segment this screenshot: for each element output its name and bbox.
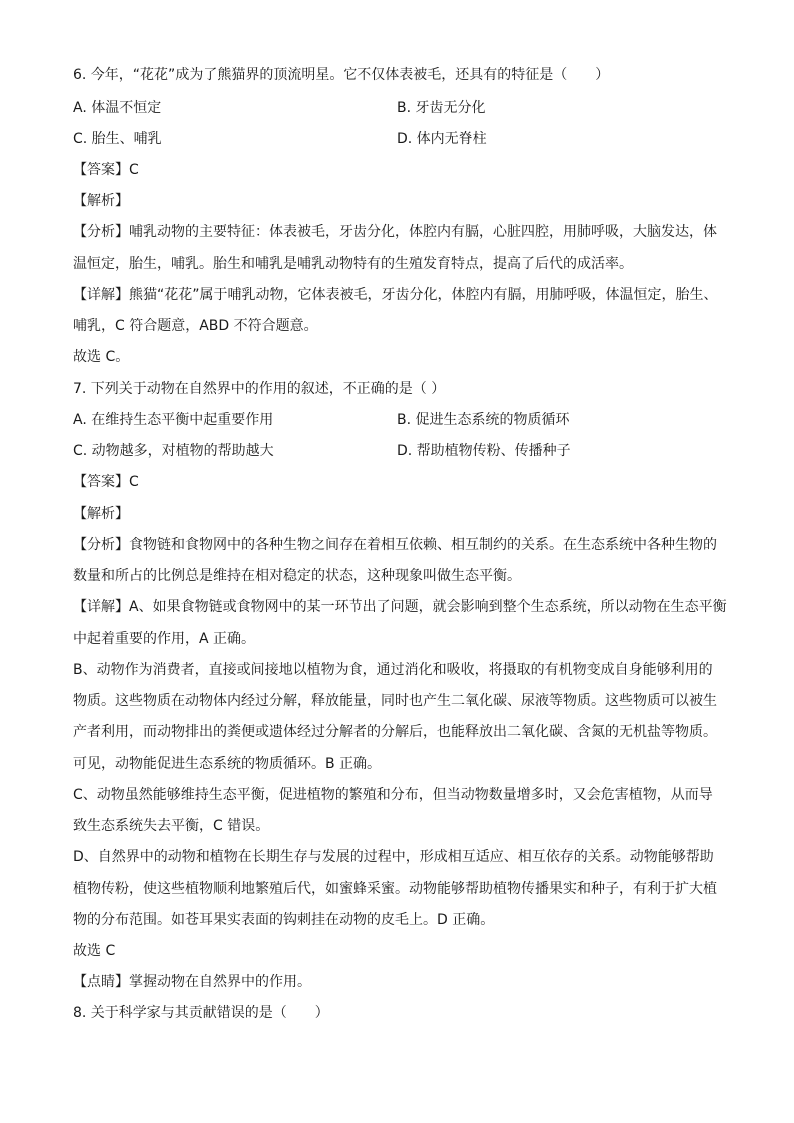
q6-detail-line: 哺乳，C 符合题意，ABD 不符合题意。 [73, 318, 318, 334]
q7-analysis-line: 【分析】食物链和食物网中的各种生物之间存在着相互依赖、相互制约的关系。在生态系统中各种生物的 [73, 537, 717, 553]
q7-detail-line: 物质。这些物质在动物体内经过分解，释放能量，同时也产生二氧化碳、尿液等物质。这些物质可以被生 [73, 693, 717, 709]
q7-detail-line: 产者利用，而动物排出的粪便或遗体经过分解者的分解后，也能释放出二氧化碳、含氮的无机盐等物质。 [73, 724, 717, 740]
q7-detail-line: 致生态系统失去平衡，C 错误。 [73, 818, 270, 834]
q7-detail-line: 【详解】A、如果食物链或食物网中的某一环节出了问题，就会影响到整个生态系统，所以动物在生态平衡 [73, 599, 727, 615]
q7-answer: 【答案】C [73, 474, 139, 490]
q7-jiexi-heading: 【解析】 [73, 506, 129, 522]
q7-key-point: 【点睛】掌握动物在自然界中的作用。 [73, 974, 311, 990]
q7-detail-line: 可见，动物能促进生态系统的物质循环。B 正确。 [73, 756, 382, 772]
q7-stem: 7. 下列关于动物在自然界中的作用的叙述，不正确的是（ ） [73, 381, 446, 397]
q6-detail-line: 【详解】熊猫“花花”属于哺乳动物，它体表被毛，牙齿分化，体腔内有膈，用肺呼吸，体温恒定，胎生、 [73, 287, 718, 303]
q7-detail-line: B、动物作为消费者，直接或间接地以植物为食，通过消化和吸收，将摄取的有机物变成自身能够利用的 [73, 662, 713, 678]
q7-option-a: A. 在维持生态平衡中起重要作用 [73, 412, 274, 428]
q7-detail-line: 物的分布范围。如苍耳果实表面的钩刺挂在动物的皮毛上。D 正确。 [73, 912, 495, 928]
q6-analysis-line: 【分析】哺乳动物的主要特征：体表被毛，牙齿分化，体腔内有膈，心脏四腔，用肺呼吸，大脑发达，体 [73, 224, 717, 240]
q6-option-d: D. 体内无脊柱 [397, 131, 487, 147]
q6-analysis-line: 温恒定，胎生，哺乳。胎生和哺乳是哺乳动物特有的生殖发育特点，提高了后代的成活率。 [73, 256, 633, 272]
q6-option-b: B. 牙齿无分化 [397, 100, 486, 116]
q7-option-b: B. 促进生态系统的物质循环 [397, 412, 570, 428]
q7-detail-line: 中起着重要的作用，A 正确。 [73, 631, 256, 647]
q7-detail-line: D、自然界中的动物和植物在长期生存与发展的过程中，形成相互适应、相互依存的关系。动物能够帮助 [73, 849, 714, 865]
q8-stem: 8. 关于科学家与其贡献错误的是（ ） [73, 1005, 329, 1021]
q7-detail-line: 植物传粉，使这些植物顺利地繁殖后代，如蜜蜂采蜜。动物能够帮助植物传播果实和种子，有利于扩大植 [73, 881, 717, 897]
q7-analysis-line: 数量和所占的比例总是维持在相对稳定的状态，这种现象叫做生态平衡。 [73, 568, 521, 584]
q6-option-c: C. 胎生、哺乳 [73, 131, 162, 147]
q7-option-d: D. 帮助植物传粉、传播种子 [397, 443, 571, 459]
q7-conclusion: 故选 C [73, 943, 116, 959]
q7-option-c: C. 动物越多，对植物的帮助越大 [73, 443, 274, 459]
q6-option-a: A. 体温不恒定 [73, 100, 162, 116]
q6-jiexi-heading: 【解析】 [73, 193, 129, 209]
q6-stem: 6. 今年，“花花”成为了熊猫界的顶流明星。它不仅体表被毛，还具有的特征是（ ） [73, 67, 610, 83]
q6-conclusion: 故选 C。 [73, 349, 130, 365]
q7-detail-line: C、动物虽然能够维持生态平衡，促进植物的繁殖和分布，但当动物数量增多时，又会危害植物，从而导 [73, 787, 713, 803]
q6-answer: 【答案】C [73, 162, 139, 178]
